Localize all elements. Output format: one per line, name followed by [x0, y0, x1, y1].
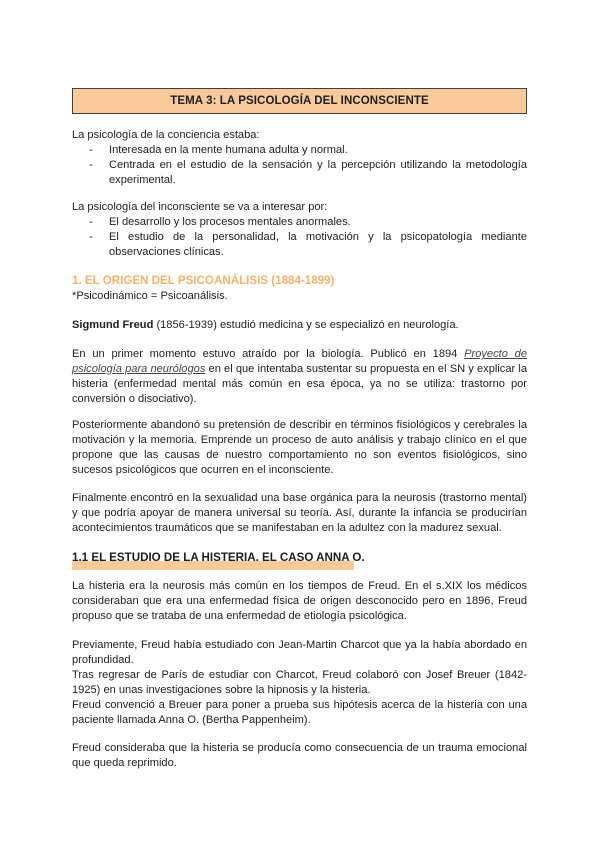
book-title: Proyecto de psicología para neurólogos: [72, 348, 528, 375]
page-title: [72, 88, 527, 114]
section-1-heading: 1. EL ORIGEN DEL PSICOANÁLISIS (1884-1899): [72, 274, 335, 287]
paragraph-charcot-2: Tras regresar de París de estudiar con Charcot, Freud colaboró con Josef Breuer (1842-1925) en unas investigaciones sobre la hipnosis y la histeria.: [72, 669, 527, 696]
paragraph-posterior: Posteriormente abandonó su pretensión de describir en términos fisiológicos y cerebrales la motivación y la memoria. Emprende un proceso de auto análisis y trabajo clínico en el que propone que las causas de nuestro comportamiento no son eventos fisiológicos, sino sucesos psicológicos que ocurren en el inconsciente.: [72, 419, 527, 476]
section-1-note: *Psicodinámico = Psicoanálisis.: [72, 290, 228, 302]
paragraph-biologia: En un primer momento estuvo atraído por la biología. Publicó en 1894 Proyecto de psicología para neurólogos en el que intentaba sustentar su propuesta en el SN y explicar la histeria (enfermedad mental más común en esa época, ya no se utiliza: trastorno por conversión o disociativo).: [72, 348, 528, 405]
list-item: - Interesada en la mente humana adulta y normal.: [89, 144, 348, 156]
intro-consciente-list: [72, 143, 527, 188]
list-item: - Centrada en el estudio de la sensación y la percepción utilizando la metodología experimental.: [89, 159, 527, 186]
intro-inconsciente-list: [72, 215, 527, 260]
list-item: - El desarrollo y los procesos mentales anormales.: [89, 216, 351, 228]
paragraph-charcot-1: Previamente, Freud había estudiado con Jean-Martin Charcot que ya la había abordado en profundidad.: [72, 639, 527, 666]
section-1-1-heading: 1.1 EL ESTUDIO DE LA HISTERIA. EL CASO ANNA O.: [72, 551, 365, 564]
freud-intro: Sigmund Freud (1856-1939) estudió medicina y se especializó en neurología.: [72, 319, 459, 331]
page-title-text: TEMA 3: LA PSICOLOGÍA DEL INCONSCIENTE: [170, 95, 429, 107]
intro-consciente-lead: La psicología de la conciencia estaba:: [72, 129, 260, 141]
intro-inconsciente-lead: La psicología del inconsciente se va a interesar por:: [72, 201, 328, 213]
list-item: - El estudio de la personalidad, la motivación y la psicopatología mediante observaciones clínicas.: [89, 231, 527, 258]
freud-name: Sigmund Freud: [72, 319, 154, 331]
paragraph-final: Finalmente encontró en la sexualidad una base orgánica para la neurosis (trastorno mental) y que podría apoyar de manera universal su teoría. Así, durante la infancia se producirían acontecimientos traumáticos que se manifestaban en la adultez con la madurez sexual.: [72, 492, 527, 534]
paragraph-histeria: La histeria era la neurosis más común en los tiempos de Freud. En el s.XIX los médicos consideraban que era una enfermedad física de origen desconocido pero en 1896, Freud propuso que se trataba de una enfermedad de etiología psicológica.: [72, 580, 527, 622]
paragraph-charcot-3: Freud convenció a Breuer para poner a prueba sus hipótesis acerca de la histeria con una paciente llamada Anna O. (Bertha Pappenheim).: [72, 699, 527, 726]
paragraph-trauma: Freud consideraba que la histeria se producía como consecuencia de un trauma emocional que queda reprimido.: [72, 742, 527, 769]
